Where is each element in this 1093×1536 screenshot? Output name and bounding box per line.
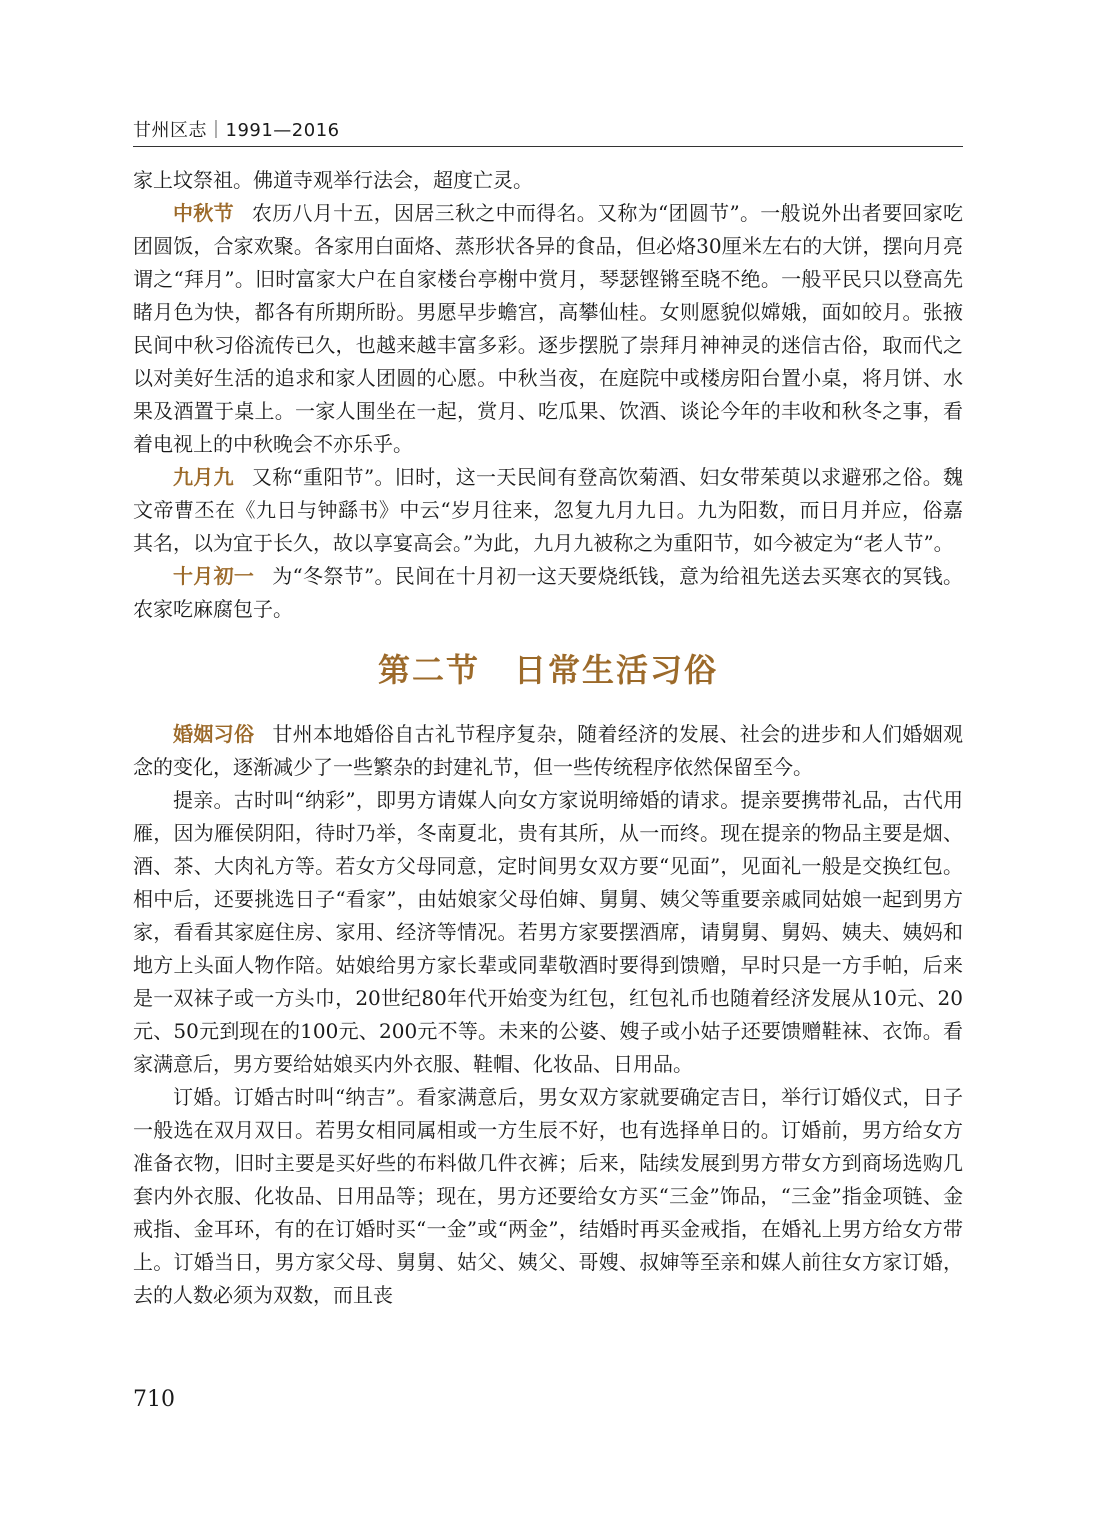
paragraph-text: 为“冬祭节”。民间在十月初一这天要烧纸钱，意为给祖先送去买寒衣的冥钱。农家吃麻腐包子。 — [133, 564, 963, 621]
paragraph-text: 农历八月十五，因居三秋之中而得名。又称为“团圆节”。一般说外出者要回家吃团圆饭，合家欢聚。各家用白面烙、蒸形状各异的食品，但必烙30厘米左右的大饼，摆向月亮谓之“拜月”。旧时富家大户在自家楼台亭榭中赏月，琴瑟铿锵至晓不绝。一般平民只以登高先睹月色为快，都各有所期所盼。男愿早步蟾宫，高攀仙桂。女则愿貌似嫦娥，面如皎月。张掖民间中秋习俗流传已久，也越来越丰富多彩。逐步摆脱了崇拜月神神灵的迷信古俗，取而代之以对美好生活的追求和家人团圆的心愿。中秋当夜，在庭院中或楼房阳台置小桌，将月饼、水果及酒置于桌上。一家人围坐在一起，赏月、吃瓜果、饮酒、谈论今年的丰收和秋冬之事，看着电视上的中秋晚会不亦乐乎。 — [133, 201, 964, 456]
paragraph — [133, 1081, 963, 1312]
paragraph-text: 又称“重阳节”。旧时，这一天民间有登高饮菊酒、妇女带茱萸以求避邪之俗。魏文帝曹丕在《九日与钟繇书》中云“岁月往来，忽复九月九日。九为阳数，而日月并应，俗嘉其名，以为宜于长久，故以享宴高会。”为此，九月九被称之为重阳节，如今被定为“老人节”。 — [133, 465, 964, 555]
paragraph — [133, 164, 963, 197]
paragraph-text: 订婚。订婚古时叫“纳吉”。看家满意后，男女双方家就要确定吉日，举行订婚仪式，日子一般选在双月双日。若男女相同属相或一方生辰不好，也有选择单日的。订婚前，男方给女方准备衣物，旧时主要是买好些的布料做几件衣裤；后来，陆续发展到男方带女方到商场选购几套内外衣服、化妆品、日用品等；现在，男方还要给女方买“三金”饰品，“三金”指金项链、金戒指、金耳环，有的在订婚时买“一金”或“两金”，结婚时再买金戒指，在婚礼上男方给女方带上。订婚当日，男方家父母、舅舅、姑父、姨父、哥嫂、叔婶等至亲和媒人前往女方家订婚，去的人数必须为双数，而且丧 — [133, 1085, 963, 1307]
paragraph — [133, 197, 963, 461]
paragraph-keyword: 九月九 — [173, 465, 234, 489]
paragraph — [133, 784, 963, 1081]
paragraph-text: 甘州本地婚俗自古礼节程序复杂，随着经济的发展、社会的进步和人们婚姻观念的变化，逐渐减少了一些繁杂的封建礼节，但一些传统程序依然保留至今。 — [133, 722, 964, 779]
page-number: 710 — [133, 1387, 175, 1412]
paragraph-text: 家上坟祭祖。佛道寺观举行法会，超度亡灵。 — [133, 168, 533, 192]
paragraph — [133, 718, 963, 784]
section-title: 第二节 日常生活习俗 — [377, 651, 718, 689]
header-rule — [133, 146, 963, 147]
running-header: 甘州区志｜1991—2016 — [133, 120, 340, 141]
daily-life-section — [133, 718, 963, 1312]
paragraph-keyword: 婚姻习俗 — [173, 722, 255, 746]
paragraph — [133, 560, 963, 626]
festival-section — [133, 164, 963, 626]
paragraph-text: 提亲。古时叫“纳彩”，即男方请媒人向女方家说明缔婚的请求。提亲要携带礼品，古代用雁，因为雁侯阴阳，待时乃举，冬南夏北，贵有其所，从一而终。现在提亲的物品主要是烟、酒、茶、大肉礼方等。若女方父母同意，定时间男女双方要“见面”，见面礼一般是交换红包。相中后，还要挑选日子“看家”，由姑娘家父母伯婶、舅舅、姨父等重要亲戚同姑娘一起到男方家，看看其家庭住房、家用、经济等情况。若男方家要摆酒席，请舅舅、舅妈、姨夫、姨妈和地方上头面人物作陪。姑娘给男方家长辈或同辈敬酒时要得到馈赠，早时只是一方手帕，后来是一双袜子或一方头巾，20世纪80年代开始变为红包，红包礼币也随着经济发展从10元、20元、50元到现在的100元、200元不等。未来的公婆、嫂子或小姑子还要馈赠鞋袜、衣饰。看家满意后，男方要给姑娘买内外衣服、鞋帽、化妆品、日用品。 — [133, 788, 963, 1076]
paragraph-keyword: 十月初一 — [173, 564, 255, 588]
body-text — [133, 164, 963, 1312]
paragraph — [133, 461, 963, 560]
paragraph-keyword: 中秋节 — [173, 201, 234, 225]
